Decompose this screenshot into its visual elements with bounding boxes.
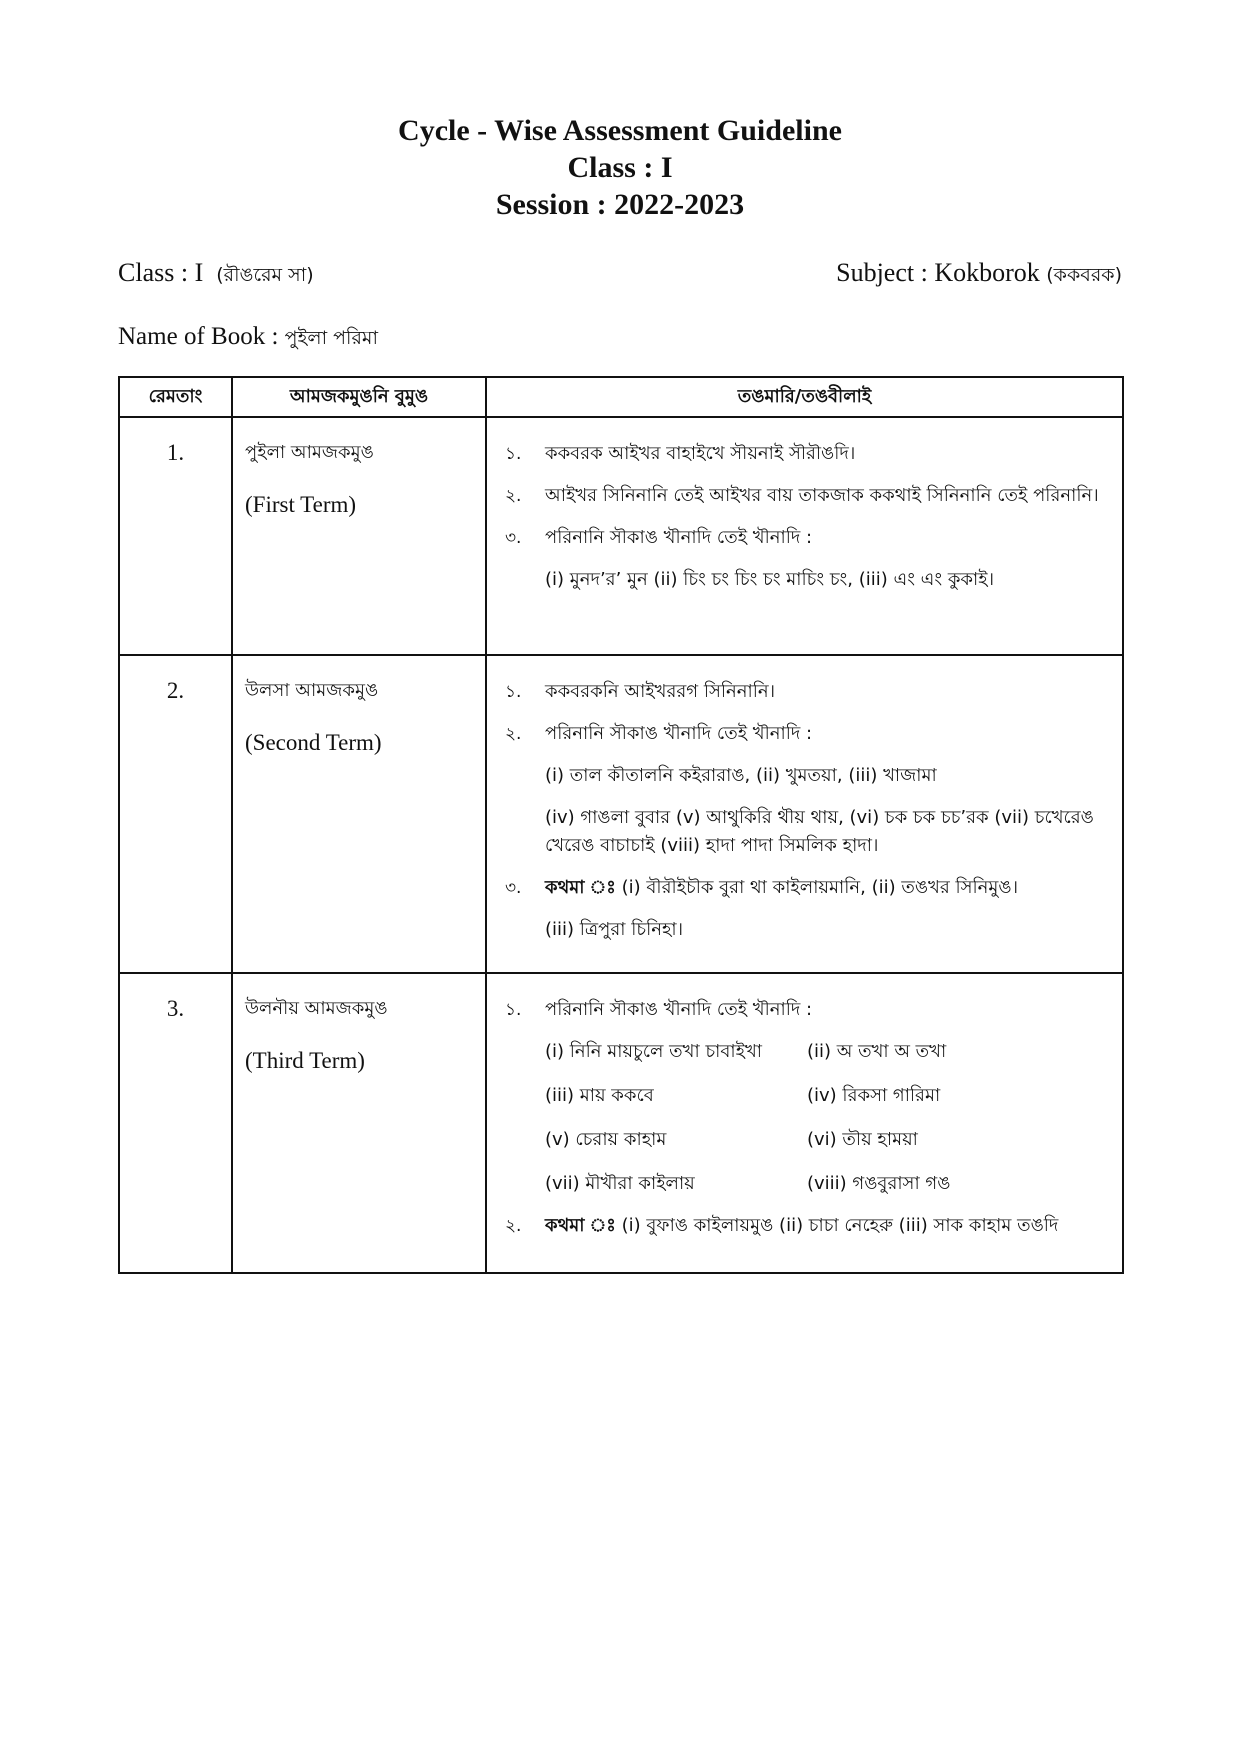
list-item xyxy=(505,1212,1110,1240)
item-number: ২. xyxy=(505,1216,522,1236)
class-label: Class : I xyxy=(118,258,204,287)
subject-info xyxy=(836,258,1122,293)
row-term xyxy=(232,973,486,1273)
item-number: ৩. xyxy=(505,878,522,898)
sub-items: (i) মুনদ’র’ মুন (ii) চিং চং চিং চং মাচিং চং, (iii) এং এং কুকাই। xyxy=(545,569,995,590)
grid-item: (vi) তৗয় হাময়া xyxy=(807,1129,918,1150)
book-label: Name of Book : xyxy=(118,323,279,350)
kathma-label: কথমা ঃ xyxy=(545,1215,616,1236)
table-header-row xyxy=(119,377,1123,417)
main-title: Cycle - Wise Assessment Guideline xyxy=(398,114,842,147)
row-content xyxy=(486,655,1123,973)
subject-bengali: (ককবরক) xyxy=(1046,264,1122,286)
row-content xyxy=(486,973,1123,1273)
sub-items: (i) তাল কৗতালনি কইরারাঙ, (ii) খুমতয়া, (iii) খাজামা xyxy=(545,765,937,786)
assessment-table xyxy=(118,376,1124,1274)
item-text xyxy=(545,874,1110,902)
table-row xyxy=(119,655,1123,973)
col-header-serial: রেমতাং xyxy=(119,377,232,417)
grid-item: (i) নিনি মায়চুলে তখা চাবাইখা xyxy=(545,1041,763,1062)
grid-item: (ii) অ তখা অ তখা xyxy=(807,1041,947,1062)
grid-item: (iv) রিকসা গারিমা xyxy=(807,1085,941,1106)
row-term xyxy=(232,417,486,655)
list-item xyxy=(505,678,1110,706)
table-row xyxy=(119,417,1123,655)
grid-item: (iii) মায় ককবে xyxy=(545,1085,654,1106)
item-text: পরিনানি সৗকাঙ খৗনাদি তেই খৗনাদি : xyxy=(545,723,813,744)
item-number: ১. xyxy=(505,1000,522,1020)
list-item xyxy=(505,874,1110,902)
list-item xyxy=(505,440,1110,468)
class-title: Class : I xyxy=(567,151,673,184)
item-number: ১. xyxy=(505,444,522,464)
col-header-term: আমজকমুঙনি বুমুঙ xyxy=(232,377,486,417)
item-text: ককবরকনি আইখররগ সিনিনানি। xyxy=(545,681,776,702)
list-item xyxy=(505,720,1110,748)
item-number: ৩. xyxy=(505,528,522,548)
list-item xyxy=(505,996,1110,1024)
item-text: ককবরক আইখর বাহাইখে সৗয়নাই সৗরৗঙদি। xyxy=(545,443,856,464)
item-text: পরিনানি সৗকাঙ খৗনাদি তেই খৗনাদি : xyxy=(545,527,813,548)
row-serial: 1. xyxy=(119,417,232,655)
term-english: (First Term) xyxy=(245,492,357,517)
item-number: ২. xyxy=(505,486,522,506)
kathma-text: (i) বুফাঙ কাইলায়মুঙ (ii) চাচা নেহেরু (iii) সাক কাহাম তঙদি xyxy=(615,1215,1059,1236)
grid-item: (viii) গঙবুরাসা গঙ xyxy=(807,1173,951,1194)
row-serial: 2. xyxy=(119,655,232,973)
term-bengali: পুইলা আমজকমুঙ xyxy=(245,442,374,463)
list-item xyxy=(505,482,1110,510)
item-number: ১. xyxy=(505,682,522,702)
term-english: (Second Term) xyxy=(245,730,382,755)
item-text: পরিনানি সৗকাঙ খৗনাদি তেই খৗনাদি : xyxy=(545,999,813,1020)
table-row xyxy=(119,973,1123,1273)
class-bengali: (রৗঙরেম সা) xyxy=(216,264,314,286)
col-header-content: তঙমারি/তঙবীলাই xyxy=(486,377,1123,417)
term-bengali: উলসা আমজকমুঙ xyxy=(245,680,379,701)
item-text: আইখর সিনিনানি তেই আইখর বায় তাকজাক ককথাই সিনিনানি তেই পরিনানি। xyxy=(545,485,1099,506)
book-info xyxy=(118,323,378,356)
row-content xyxy=(486,417,1123,655)
document-title-block xyxy=(0,112,1240,223)
list-item xyxy=(505,524,1110,552)
term-bengali: উলনৗয় আমজকমুঙ xyxy=(245,998,388,1019)
kathma-label: কথমা ঃ xyxy=(545,877,616,898)
sub-items: (iii) ত্রিপুরা চিনিহা। xyxy=(545,919,684,940)
row-term xyxy=(232,655,486,973)
sub-items: (iv) গাঙলা বুবার (v) আথুকিরি থৗয় থায়, (vi) চক চক চচ’রক (vii) চখেরেঙ খেরেঙ বাচাচাই (viii) হাদা পাদা সিমলিক হাদা। xyxy=(545,807,1094,856)
grid-item: (v) চেরায় কাহাম xyxy=(545,1129,667,1150)
row-serial: 3. xyxy=(119,973,232,1273)
kathma-text: (i) বৗরৗইচৗক বুরা থা কাইলায়মানি, (ii) তঙখর সিনিমুঙ। xyxy=(615,877,1019,898)
term-english: (Third Term) xyxy=(245,1048,365,1073)
sub-items-grid xyxy=(545,1038,1110,1198)
session-title: Session : 2022-2023 xyxy=(495,188,745,221)
grid-item: (vii) মৗখৗরা কাইলায় xyxy=(545,1173,695,1194)
subject-label: Subject : Kokborok xyxy=(836,258,1040,287)
book-name: পুইলা পরিমা xyxy=(284,327,378,349)
item-text xyxy=(545,1212,1110,1240)
item-number: ২. xyxy=(505,724,522,744)
class-info xyxy=(118,258,314,293)
